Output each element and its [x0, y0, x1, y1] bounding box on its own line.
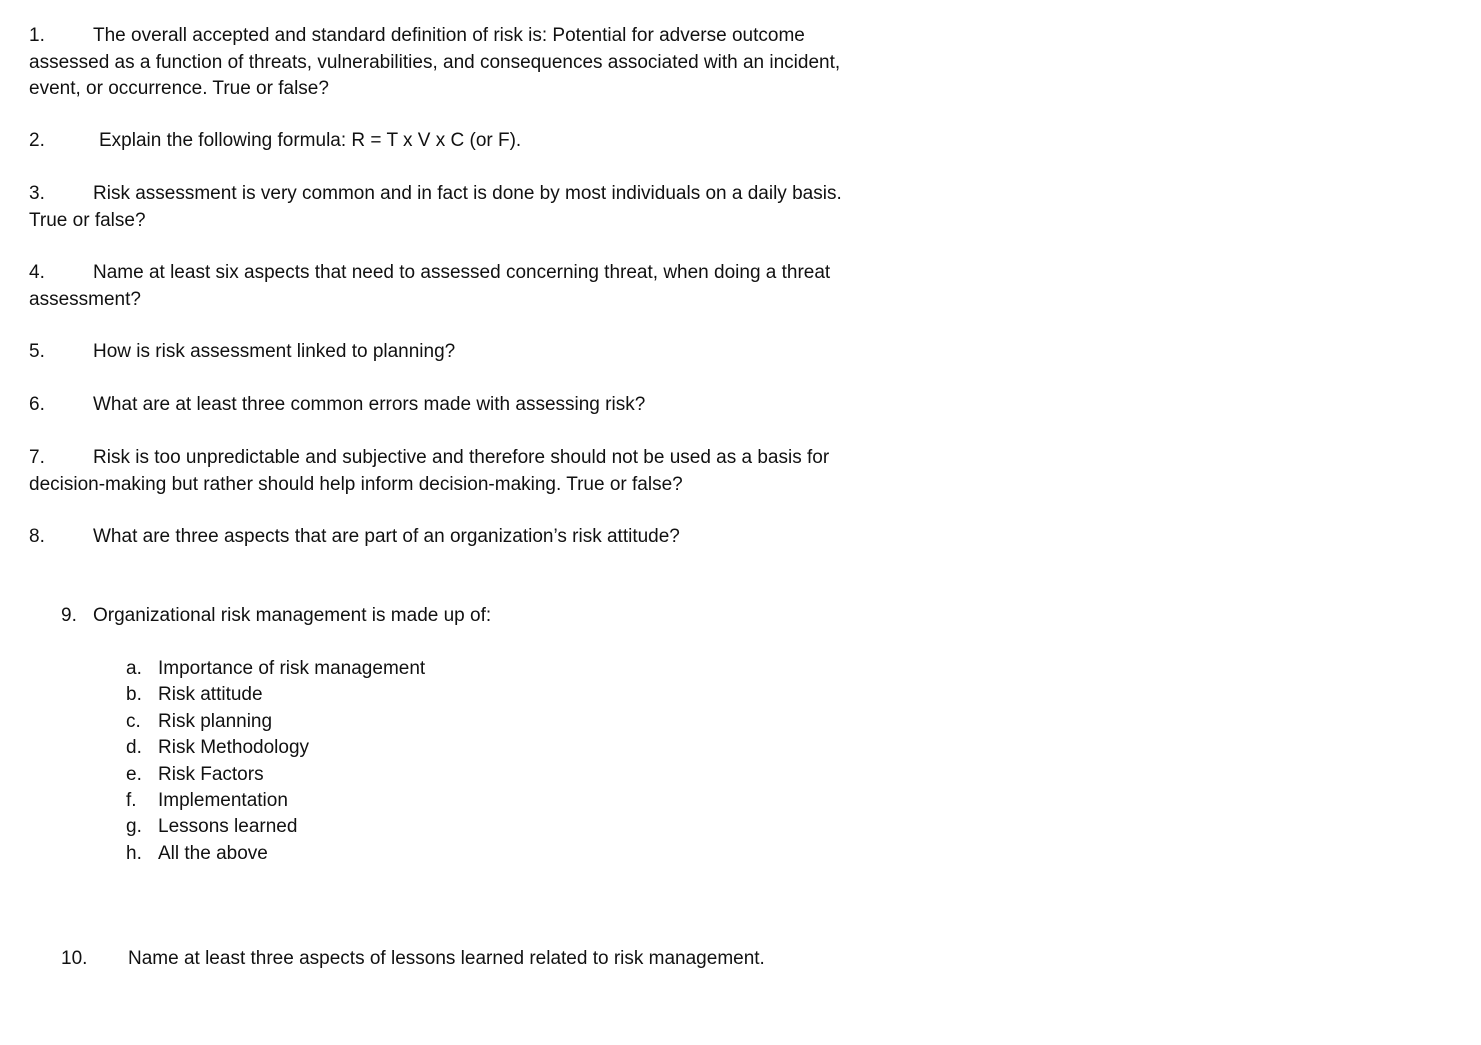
option-text: Implementation [158, 789, 288, 811]
option-item [126, 709, 425, 735]
question-text: Name at least three aspects of lessons learned related to risk management. [128, 948, 765, 969]
question-number: 1. [29, 25, 45, 46]
question-text: Risk is too unpredictable and subjective and therefore should not be used as a basis for decision-making but rather should help inform decision-making. True or false? [29, 447, 830, 495]
question-7 [29, 445, 879, 498]
question-number: 6. [29, 394, 45, 415]
question-8 [29, 524, 879, 551]
question-number: 10. [61, 948, 88, 969]
question-number: 9. [61, 605, 77, 626]
option-text: Risk planning [158, 710, 273, 732]
question-number: 8. [29, 526, 45, 547]
question-number: 5. [29, 341, 45, 362]
option-item [126, 814, 425, 840]
option-item [126, 682, 425, 708]
question-6 [29, 392, 879, 419]
option-item [126, 788, 425, 814]
question-9 [61, 603, 491, 630]
question-10 [61, 946, 765, 973]
option-letter: h. [126, 842, 142, 864]
question-2 [29, 128, 879, 155]
question-text: What are three aspects that are part of an organization’s risk attitude? [93, 526, 680, 547]
question-text: Risk assessment is very common and in fact is done by most individuals on a daily basis. True or false? [29, 183, 842, 231]
option-letter: e. [126, 763, 142, 785]
question-number: 3. [29, 183, 45, 204]
option-text: Importance of risk management [158, 658, 426, 679]
question-4 [29, 260, 879, 313]
option-text: Risk Methodology [158, 737, 310, 759]
option-letter: a. [126, 658, 142, 679]
question-text: Explain the following formula: R = T x V x C (or F). [99, 130, 522, 151]
option-text: Risk attitude [158, 684, 263, 706]
question-text: The overall accepted and standard definition of risk is: Potential for adverse outcome assessed as a function of threats, vulnerabilities, and consequences associated with an incident, event, or occurrence. True or false? [29, 25, 841, 99]
option-letter: d. [126, 737, 142, 759]
option-item [126, 762, 425, 788]
question-1 [29, 23, 879, 103]
question-number: 2. [29, 130, 45, 151]
option-item [126, 735, 425, 761]
question-9-options [126, 656, 425, 867]
question-text: What are at least three common errors made with assessing risk? [93, 394, 646, 415]
question-text: Organizational risk management is made up of: [93, 605, 492, 626]
option-text: Lessons learned [158, 816, 298, 838]
option-letter: f. [126, 789, 137, 811]
question-5 [29, 339, 879, 366]
question-text: Name at least six aspects that need to assessed concerning threat, when doing a threat assessment? [29, 262, 831, 310]
option-item [126, 656, 425, 682]
option-letter: c. [126, 710, 141, 732]
question-number: 4. [29, 262, 45, 283]
option-text: Risk Factors [158, 763, 264, 785]
option-item [126, 841, 425, 867]
question-3 [29, 181, 879, 234]
option-letter: b. [126, 684, 142, 706]
question-number: 7. [29, 447, 45, 468]
option-text: All the above [158, 842, 268, 864]
question-text: How is risk assessment linked to planning? [93, 341, 456, 362]
option-letter: g. [126, 816, 142, 838]
